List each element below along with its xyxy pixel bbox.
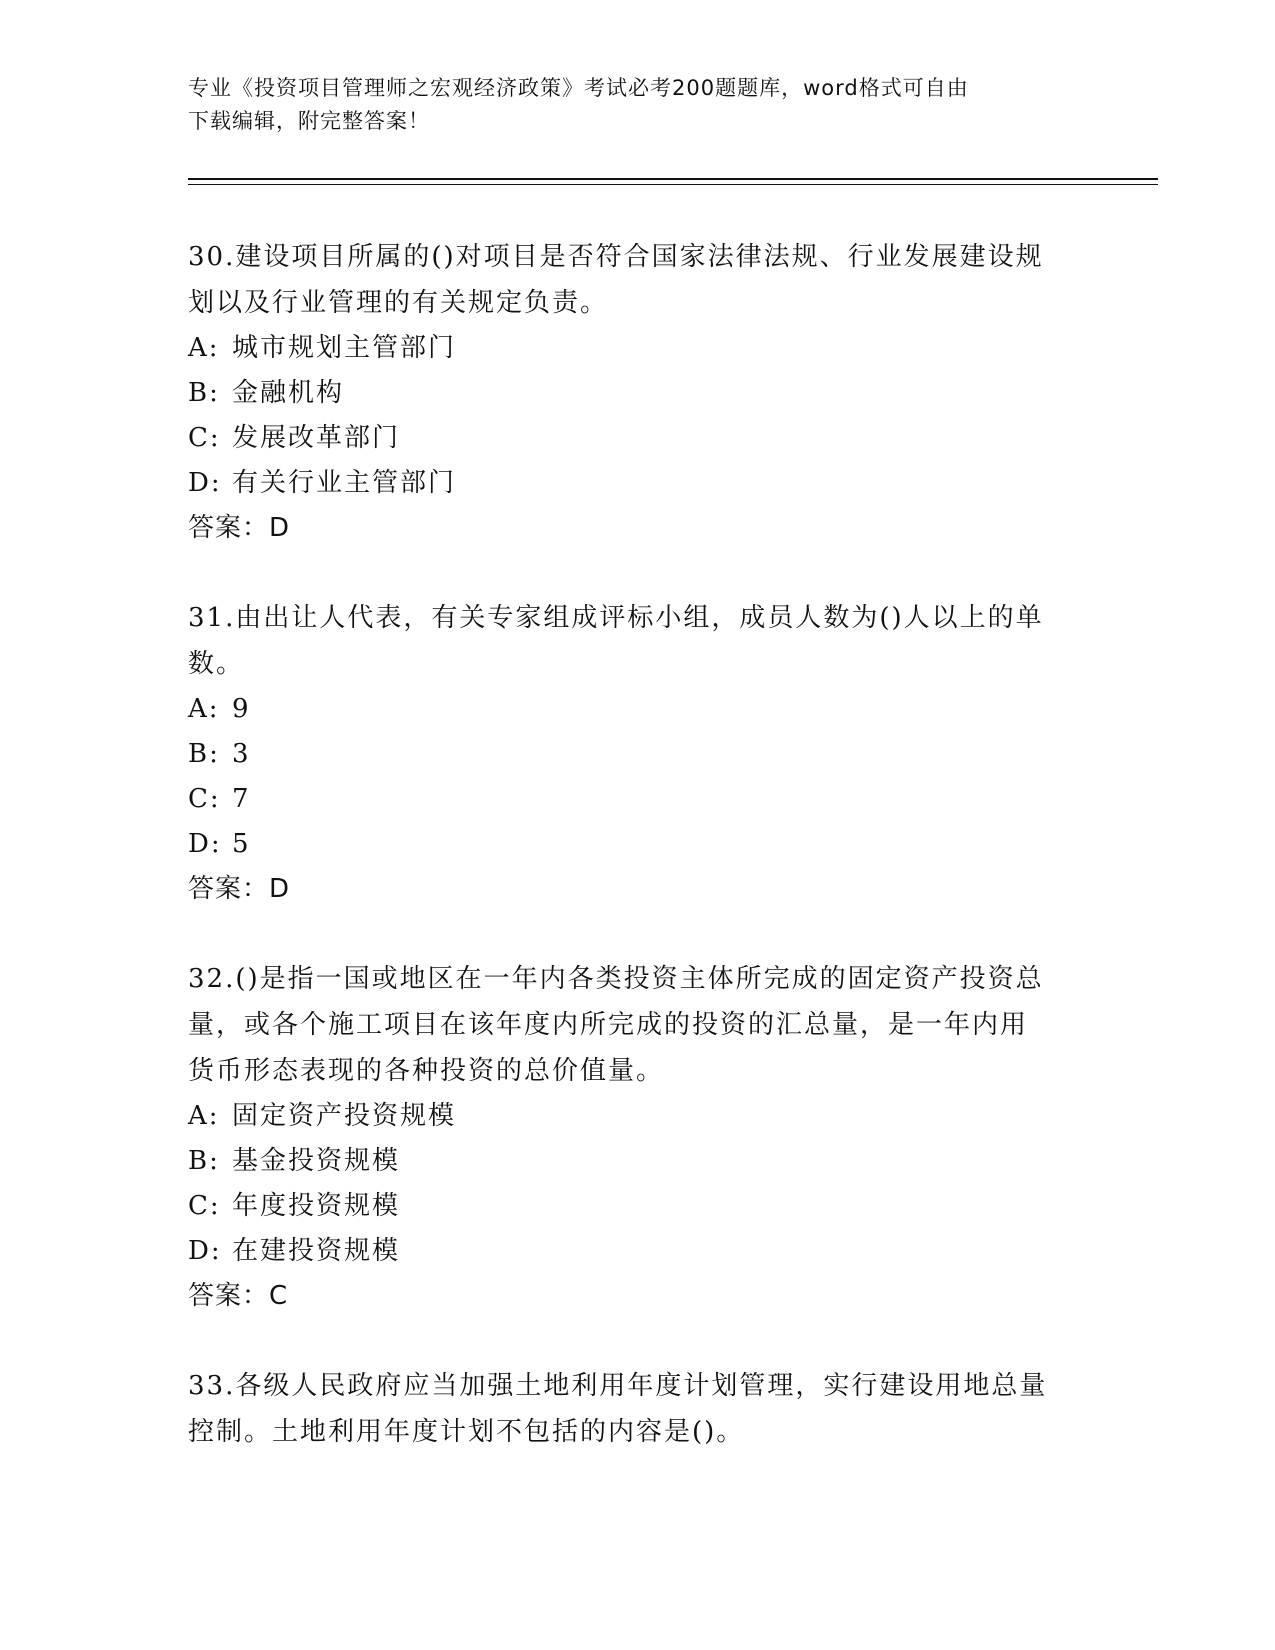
option-a	[188, 326, 1088, 371]
option-a	[188, 1094, 1088, 1139]
question-stem-line: 31.由出让人代表，有关专家组成评标小组，成员人数为()人以上的单	[188, 603, 1044, 633]
question-stem-line: 划以及行业管理的有关规定负责。	[188, 288, 609, 318]
question-list	[188, 234, 1088, 1499]
option-text: 年度投资规模	[232, 1191, 401, 1221]
answer-line: 答案：C	[188, 1281, 289, 1311]
option-text: 5	[232, 829, 251, 859]
option-text: 基金投资规模	[232, 1146, 401, 1176]
option-text: 有关行业主管部门	[232, 468, 457, 498]
option-key: B:	[188, 1146, 220, 1176]
option-key: C:	[188, 784, 221, 814]
answer-line: 答案：D	[188, 874, 291, 904]
option-key: C:	[188, 423, 221, 453]
option-key: B:	[188, 378, 220, 408]
option-d	[188, 461, 1088, 506]
question-33	[188, 1363, 1088, 1455]
header-divider-thin	[188, 184, 1158, 185]
question-30	[188, 234, 1088, 551]
option-text: 金融机构	[232, 378, 345, 408]
option-c	[188, 777, 1088, 822]
option-text: 城市规划主管部门	[232, 333, 457, 363]
question-stem-line: 30.建设项目所属的()对项目是否符合国家法律法规、行业发展建设规	[188, 242, 1044, 272]
option-key: D:	[188, 829, 222, 859]
option-c	[188, 1184, 1088, 1229]
option-b	[188, 1139, 1088, 1184]
option-text: 9	[232, 694, 251, 724]
question-32	[188, 956, 1088, 1319]
option-d	[188, 1229, 1088, 1274]
option-c	[188, 416, 1088, 461]
header-line-1: 专业《投资项目管理师之宏观经济政策》考试必考200题题库，word格式可自由	[188, 76, 969, 100]
question-stem-line: 32.()是指一国或地区在一年内各类投资主体所完成的固定资产投资总	[188, 964, 1044, 994]
option-text: 发展改革部门	[232, 423, 401, 453]
question-stem-line: 控制。土地利用年度计划不包括的内容是()。	[188, 1417, 745, 1447]
option-b	[188, 732, 1088, 777]
question-31	[188, 595, 1088, 912]
question-stem-line: 数。	[188, 649, 245, 679]
answer-line: 答案：D	[188, 513, 291, 543]
option-key: A:	[188, 1101, 220, 1131]
question-stem-line: 货币形态表现的各种投资的总价值量。	[188, 1056, 665, 1086]
option-text: 7	[232, 784, 251, 814]
option-b	[188, 371, 1088, 416]
option-key: A:	[188, 333, 220, 363]
question-stem-line: 量，或各个施工项目在该年度内所完成的投资的汇总量，是一年内用	[188, 1010, 1029, 1040]
option-d	[188, 822, 1088, 867]
option-text: 固定资产投资规模	[232, 1101, 457, 1131]
question-stem-line: 33.各级人民政府应当加强土地利用年度计划管理，实行建设用地总量	[188, 1371, 1048, 1401]
option-text: 3	[232, 739, 251, 769]
option-key: A:	[188, 694, 220, 724]
header-divider-thick	[188, 178, 1158, 180]
option-key: D:	[188, 468, 222, 498]
option-key: B:	[188, 739, 220, 769]
document-header	[188, 72, 1088, 138]
header-line-2: 下载编辑，附完整答案！	[188, 109, 430, 133]
option-text: 在建投资规模	[232, 1236, 401, 1266]
option-a	[188, 687, 1088, 732]
option-key: C:	[188, 1191, 221, 1221]
option-key: D:	[188, 1236, 222, 1266]
